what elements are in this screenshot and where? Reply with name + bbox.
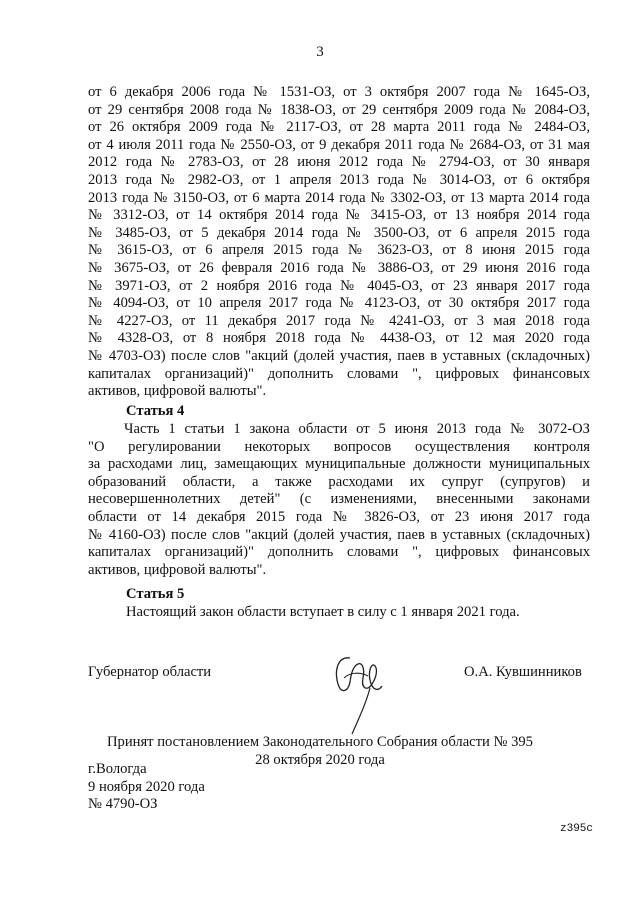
paragraph-continuation bbox=[88, 84, 590, 401]
text-line: № 4094-ОЗ, от 10 апреля 2017 года № 4123-ОЗ, от 30 октября 2017 года bbox=[88, 295, 590, 312]
text-line: от 29 сентября 2008 года № 1838-ОЗ, от 29 сентября 2009 года № 2084-ОЗ, bbox=[88, 101, 590, 118]
signatory-name: О.А. Кувшинников bbox=[464, 664, 582, 680]
text-line: № 4328-ОЗ, от 8 ноября 2018 года № 4438-ОЗ, от 12 мая 2020 года bbox=[88, 330, 590, 347]
text-line: № 3312-ОЗ, от 14 октября 2014 года № 3415-ОЗ, от 13 ноября 2014 года bbox=[88, 207, 590, 224]
text-line: 2013 года № 2982-ОЗ, от 1 апреля 2013 года № 3014-ОЗ, от 6 октября bbox=[88, 171, 590, 188]
city: г.Вологда bbox=[88, 761, 147, 777]
text-line: от 6 декабря 2006 года № 1531-ОЗ, от 3 октября 2007 года № 1645-ОЗ, bbox=[88, 84, 590, 100]
adoption-date: 28 октября 2020 года bbox=[255, 751, 385, 768]
page-number: 3 bbox=[316, 44, 324, 60]
text-line: Часть 1 статьи 1 закона области от 5 июня 2013 года № 3072-ОЗ bbox=[124, 421, 590, 437]
text-line: от 26 октября 2009 года № 2117-ОЗ, от 28 марта 2011 года № 2484-ОЗ, bbox=[88, 119, 590, 136]
text-line: за расходами лиц, замещающих муниципальные должности муниципальных bbox=[88, 456, 590, 473]
text-line: образований области, а также расходами их супруг (супругов) и bbox=[88, 473, 590, 490]
article-4-heading: Статья 4 bbox=[126, 403, 185, 419]
text-line: 2013 года № 3150-ОЗ, от 6 марта 2014 года № 3302-ОЗ, от 13 марта 2014 года bbox=[88, 189, 590, 206]
document-code: z395c bbox=[560, 823, 594, 835]
text-line: активов, цифровой валюты". bbox=[88, 561, 267, 578]
text-line: активов, цифровой валюты". bbox=[88, 383, 267, 400]
text-line: № 3971-ОЗ, от 2 ноября 2016 года № 4045-ОЗ, от 23 января 2017 года bbox=[88, 277, 590, 294]
text-line: несовершеннолетних детей" (с изменениями, внесенными законами bbox=[88, 491, 590, 508]
text-line: капиталах организаций)" дополнить словами ", цифровых финансовых bbox=[88, 544, 590, 561]
text-line: № 4227-ОЗ, от 11 декабря 2017 года № 4241-ОЗ, от 3 мая 2018 года bbox=[88, 312, 590, 329]
signing-date: 9 ноября 2020 года bbox=[88, 778, 205, 795]
article-4-body bbox=[88, 421, 590, 579]
place-and-date bbox=[88, 761, 205, 814]
text-line: "О регулировании некоторых вопросов осуществления контроля bbox=[88, 438, 590, 455]
article-5-text: Настоящий закон области вступает в силу с 1 января 2021 года. bbox=[126, 604, 520, 620]
signatory-title: Губернатор области bbox=[88, 664, 212, 680]
text-line: капиталах организаций)" дополнить словами ", цифровых финансовых bbox=[88, 365, 590, 382]
adoption-line: Принят постановлением Законодательного Собрания области № 395 bbox=[107, 734, 533, 750]
law-number: № 4790-ОЗ bbox=[88, 796, 158, 813]
text-line: № 3485-ОЗ, от 5 декабря 2014 года № 3500-ОЗ, от 6 апреля 2015 года bbox=[88, 224, 590, 241]
text-line: области от 14 декабря 2015 года № 3826-ОЗ, от 23 июня 2017 года bbox=[88, 508, 590, 525]
text-line: 2012 года № 2783-ОЗ, от 28 июня 2012 года № 2794-ОЗ, от 30 января bbox=[88, 154, 590, 171]
text-line: № 4703-ОЗ) после слов "акций (долей участия, паев в уставных (складочных) bbox=[88, 347, 590, 364]
text-line: от 4 июля 2011 года № 2550-ОЗ, от 9 декабря 2011 года № 2684-ОЗ, от 31 мая bbox=[88, 136, 590, 153]
article-5-heading: Статья 5 bbox=[126, 586, 185, 602]
handwritten-signature bbox=[320, 648, 390, 738]
text-line: № 3675-ОЗ, от 26 февраля 2016 года № 3886-ОЗ, от 29 июня 2016 года bbox=[88, 259, 590, 276]
text-line: № 3615-ОЗ, от 6 апреля 2015 года № 3623-ОЗ, от 8 июня 2015 года bbox=[88, 242, 590, 259]
text-line: № 4160-ОЗ) после слов "акций (долей участия, паев в уставных (складочных) bbox=[88, 526, 590, 543]
